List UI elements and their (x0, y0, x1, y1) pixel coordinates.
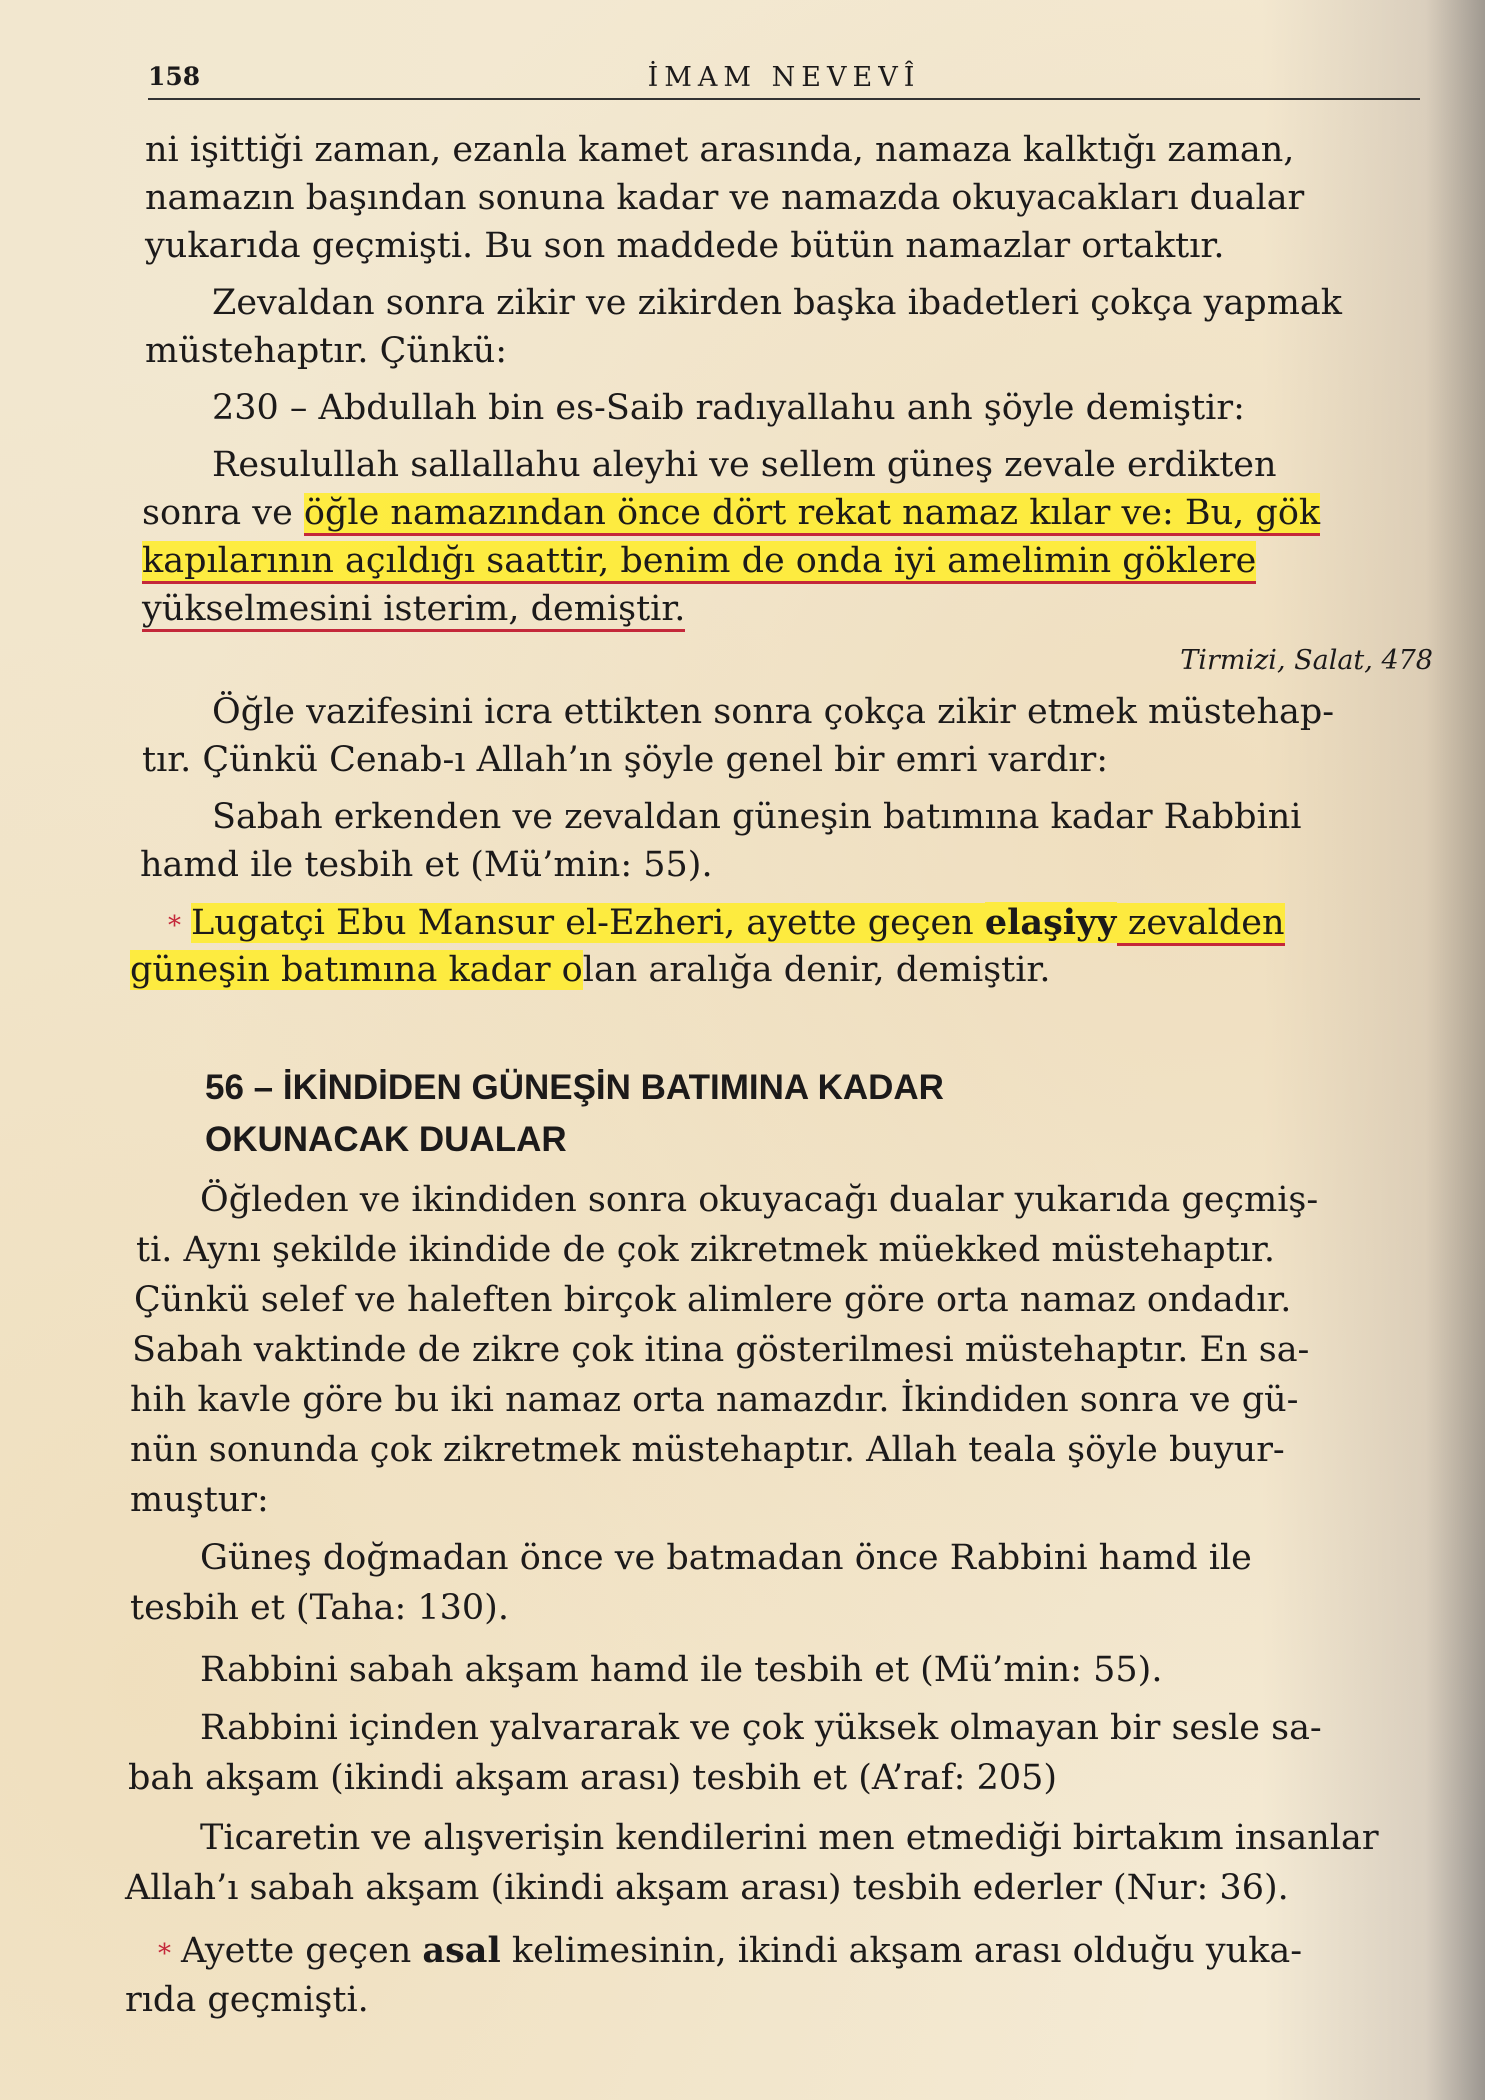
text-line: müstehaptır. Çünkü: (145, 331, 508, 371)
verse-line: Allah’ı sabah akşam (ikindi akşam arası) tesbih ederler (Nur: 36). (125, 1868, 1289, 1908)
section-heading (205, 1062, 944, 1166)
footnote-line (158, 1930, 1302, 1971)
footnote-line (130, 950, 1050, 990)
hadith-line: Resulullah sallallahu aleyhi ve sellem güneş zevale erdikten (212, 445, 1277, 485)
hadith-text: sonra ve (142, 493, 304, 533)
heading-line: OKUNACAK DUALAR (205, 1120, 567, 1159)
asterisk-icon: * (158, 1939, 171, 1969)
text-line: yukarıda geçmişti. Bu son maddede bütün namazlar ortaktır. (145, 226, 1225, 266)
verse-line: Rabbini içinden yalvararak ve çok yüksek olmayan bir sesle sa- (200, 1708, 1322, 1748)
text-line: Çünkü selef ve haleften birçok alimlere göre orta namaz ondadır. (134, 1280, 1292, 1320)
bold-term: asal (422, 1930, 501, 1971)
verse-line: Rabbini sabah akşam hamd ile tesbih et (Mü’min: 55). (200, 1650, 1163, 1690)
hadith-line (142, 589, 685, 629)
text-line: namazın başından sonuna kadar ve namazda okuyacakları dualar (145, 178, 1305, 218)
text-line: Zevaldan sonra zikir ve zikirden başka ibadetleri çokça yapmak (212, 283, 1342, 323)
page-number: 158 (148, 62, 201, 91)
underlined-text: yükselmesini isterim, demiştir. (142, 589, 685, 632)
highlighted-text: Lugatçi Ebu Mansur el-Ezheri, ayette geçen (191, 903, 985, 943)
hadith-intro: 230 – Abdullah bin es-Saib radıyallahu anh şöyle demiştir: (212, 388, 1245, 428)
text-line: Sabah vaktinde de zikre çok itina gösterilmesi müstehaptır. En sa- (132, 1330, 1310, 1370)
hadith-line (142, 541, 1256, 581)
footnote-text: Ayette geçen (181, 1931, 423, 1971)
verse-line: bah akşam (ikindi akşam arası) tesbih et (A’raf: 205) (128, 1758, 1058, 1798)
text-line: ni işittiği zaman, ezanla kamet arasında, namaza kalktığı zaman, (145, 130, 1295, 170)
text-line: muştur: (130, 1480, 269, 1520)
highlighted-text: öğle namazından önce dört rekat namaz kılar ve: Bu, gök (304, 493, 1320, 536)
verse-line: Güneş doğmadan önce ve batmadan önce Rabbini hamd ile (200, 1538, 1252, 1578)
text-line: hih kavle göre bu iki namaz orta namazdır. İkindiden sonra ve gü- (130, 1380, 1299, 1420)
page-header (148, 62, 1420, 100)
highlighted-text: zevalden (1117, 903, 1285, 946)
text-line: hamd ile tesbih et (Mü’min: 55). (140, 845, 713, 885)
footnote-line: rıda geçmişti. (125, 1980, 369, 2020)
heading-line: 56 – İKİNDİDEN GÜNEŞİN BATIMINA KADAR (205, 1068, 944, 1107)
text-line: nün sonunda çok zikretmek müstehaptır. Allah teala şöyle buyur- (130, 1430, 1285, 1470)
highlighted-text: kapılarının açıldığı saattir, benim de onda iyi amelimin göklere (142, 541, 1256, 584)
hadith-line (142, 493, 1320, 533)
text-line: tır. Çünkü Cenab-ı Allah’ın şöyle genel bir emri vardır: (142, 740, 1109, 780)
text-line: Sabah erkenden ve zevaldan güneşin batımına kadar Rabbini (212, 797, 1302, 837)
running-title: İMAM NEVEVÎ (647, 62, 921, 93)
text-line: ti. Aynı şekilde ikindide de çok zikretmek müekked müstehaptır. (136, 1230, 1275, 1270)
highlighted-text: güneşin batımına kadar o (130, 950, 583, 990)
hadith-citation: Tirmizi, Salat, 478 (1180, 645, 1433, 676)
text-line: Öğle vazifesini icra ettikten sonra çokça zikir etmek müstehap- (212, 692, 1335, 732)
verse-line: Ticaretin ve alışverişin kendilerini men etmediği birtakım insanlar (200, 1818, 1379, 1858)
footnote-text: kelimesinin, ikindi akşam arası olduğu yuka- (500, 1931, 1303, 1971)
footnote-line (168, 902, 1285, 943)
verse-line: tesbih et (Taha: 130). (130, 1588, 509, 1628)
bold-term: elaşiyy (984, 902, 1117, 943)
text-line: Öğleden ve ikindiden sonra okuyacağı dualar yukarıda geçmiş- (200, 1180, 1319, 1220)
asterisk-icon: * (168, 911, 181, 941)
footnote-text: lan aralığa denir, demiştir. (582, 950, 1051, 990)
